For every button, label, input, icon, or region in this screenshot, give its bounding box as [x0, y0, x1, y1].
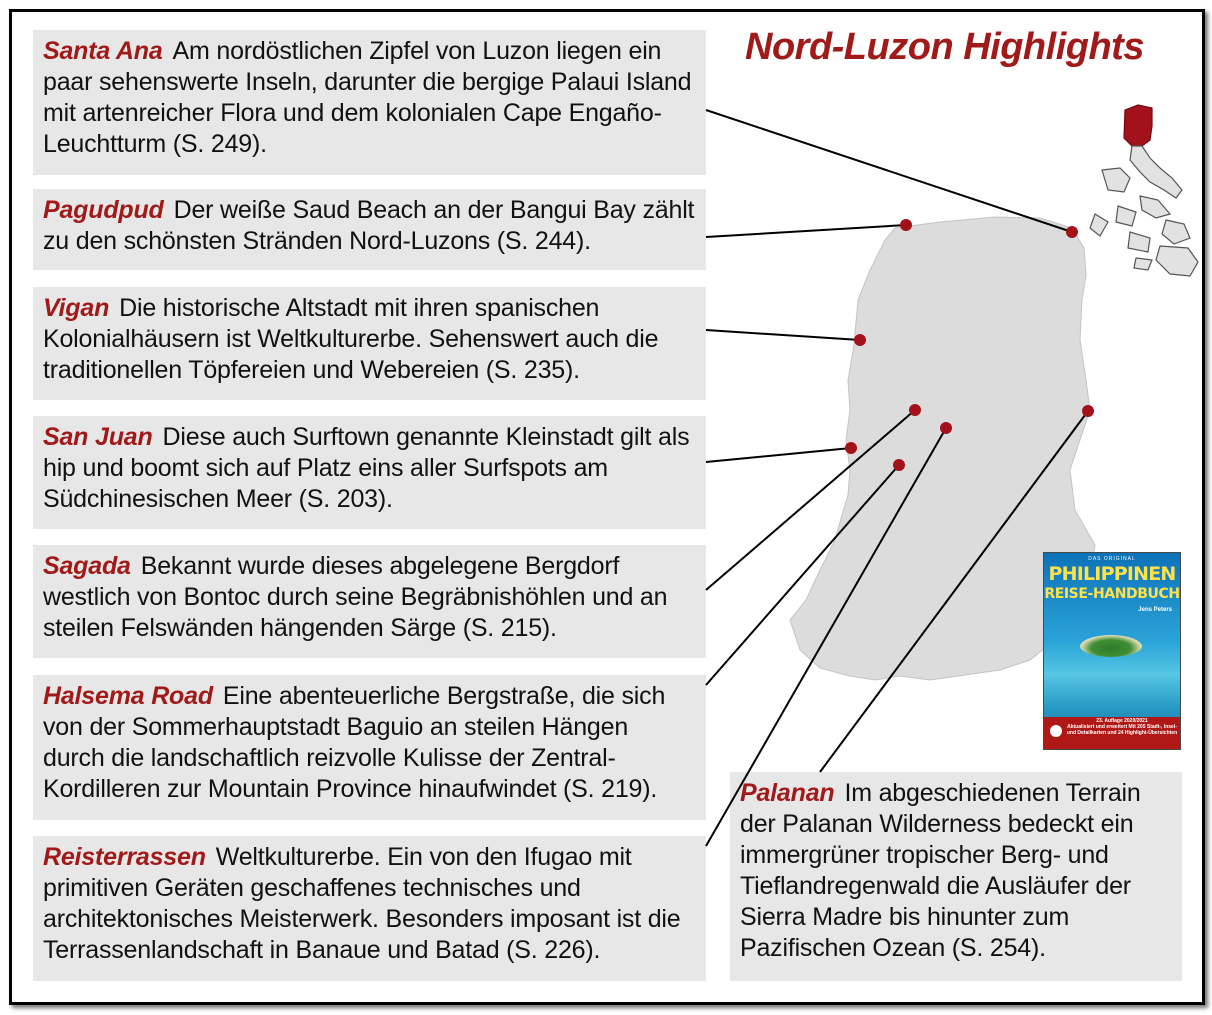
highlight-box-pagudpud — [33, 189, 706, 270]
highlight-name: Reisterrassen — [43, 843, 206, 871]
highlight-text: Die historische Altstadt mit ihren spanischen Kolonialhäusern ist Weltkulturerbe. Sehenswert auch die traditionellen Töpfereien und Webereien (S. 235). — [43, 294, 659, 384]
highlight-box-halsema-road — [33, 675, 706, 820]
book-edition — [1066, 718, 1178, 736]
book-label-small: DAS ORIGINAL — [1088, 556, 1136, 562]
book-author: Jens Peters — [1138, 607, 1172, 613]
book-cover — [1043, 552, 1181, 750]
highlight-text: Bekannt wurde dieses abgelegene Bergdorf westlich von Bontoc durch seine Begräbnishöhlen und an steilen Felswänden hängenden Särge (S. 215). — [43, 552, 668, 642]
highlight-name: Vigan — [43, 294, 110, 322]
highlight-name: Halsema Road — [43, 682, 213, 710]
highlight-name: San Juan — [43, 423, 153, 451]
book-island-image — [1080, 635, 1142, 657]
publisher-logo-icon — [1048, 723, 1064, 739]
highlight-text: Weltkulturerbe. Ein von den Ifugao mit primitiven Geräten geschaffenes technisches und architektonisches Meisterwerk. Besonders imposant ist die Terrassenlandschaft in Banaue und Batad (S. 226). — [43, 843, 681, 964]
book-edition-line: 23. Auflage 2020/2021 — [1096, 718, 1148, 724]
highlight-box-reisterrassen — [33, 836, 706, 981]
highlight-name: Sagada — [43, 552, 131, 580]
highlight-box-san-juan — [33, 416, 706, 529]
highlight-name: Pagudpud — [43, 196, 164, 224]
highlight-box-santa-ana — [33, 30, 706, 175]
book-title-line1: PHILIPPINEN — [1048, 563, 1176, 585]
highlight-text: Der weiße Saud Beach an der Bangui Bay zählt zu den schönsten Stränden Nord-Luzons (S. 244). — [43, 196, 695, 255]
highlight-box-palanan — [730, 772, 1182, 981]
book-title-line2: REISE-HANDBUCH — [1044, 586, 1180, 602]
book-details-line: Aktualisiert und erweitert Mit 205 Stadt-, Insel- und Detailkarten und 24 Highlight-Übersichten — [1066, 724, 1178, 736]
highlight-name: Santa Ana — [43, 37, 163, 65]
highlight-box-sagada — [33, 545, 706, 658]
highlight-box-vigan — [33, 287, 706, 400]
map-title: Nord-Luzon Highlights — [745, 26, 1144, 68]
highlight-text: Diese auch Surftown genannte Kleinstadt gilt als hip und boomt sich auf Platz eins aller Surfspots am Südchinesischen Meer (S. 203). — [43, 423, 690, 513]
philippines-inset-map — [1090, 105, 1198, 276]
highlight-text: Im abgeschiedenen Terrain der Palanan Wilderness bedeckt ein immergrüner tropischer Berg- und Tieflandregenwald die Ausläufer der Sierra Madre bis hinunter zum Pazifischen Ozean (S. 254). — [740, 779, 1141, 962]
highlight-text: Eine abenteuerliche Bergstraße, die sich von der Sommerhauptstadt Baguio an steilen Hängen durch die landschaftlich reizvolle Kulisse der Zentral-Kordilleren zur Mountain Province hinaufwindet (S. 219). — [43, 682, 666, 803]
highlight-text: Am nordöstlichen Zipfel von Luzon liegen ein paar sehenswerte Inseln, darunter die bergige Palaui Island mit artenreicher Flora und dem kolonialen Cape Engaño-Leuchtturm (S. 249). — [43, 37, 692, 158]
highlight-name: Palanan — [740, 779, 835, 807]
